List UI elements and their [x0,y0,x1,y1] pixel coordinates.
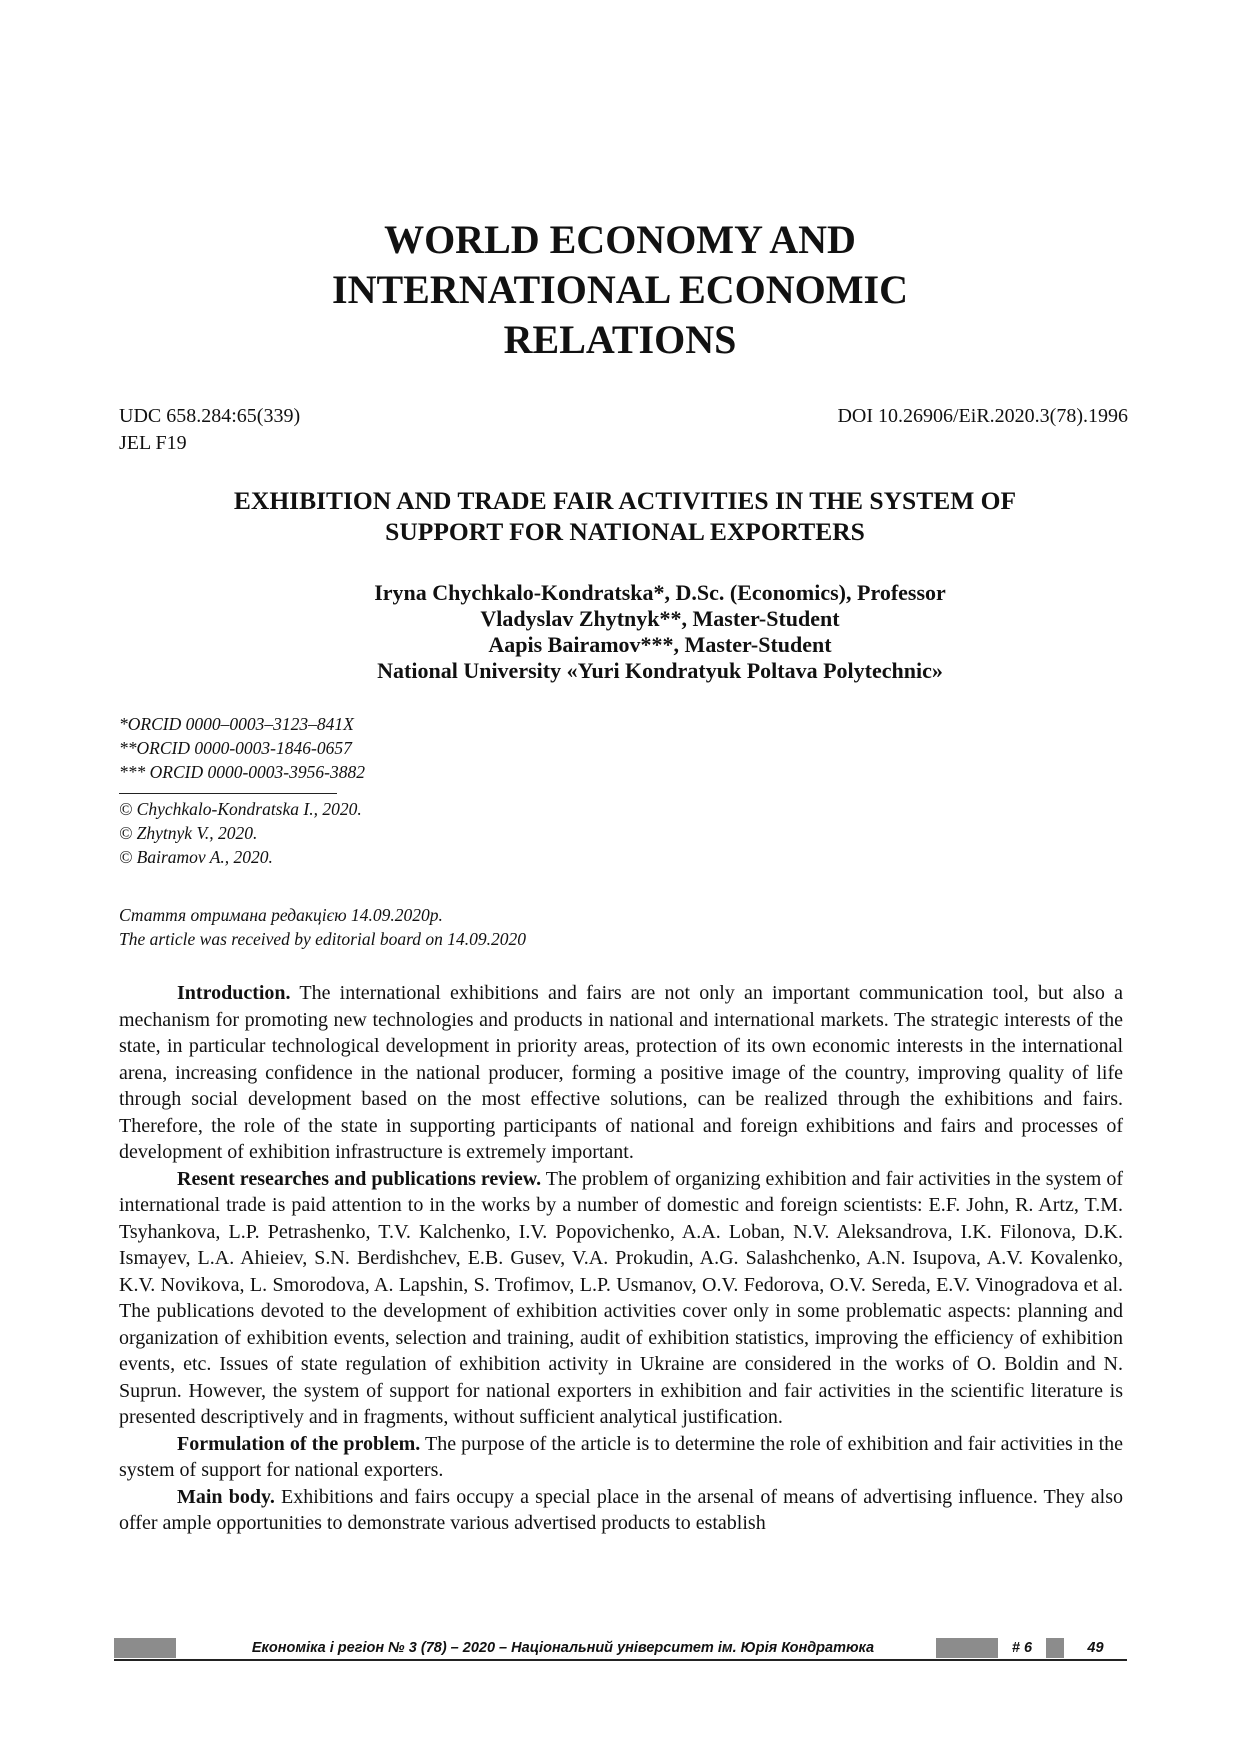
footer-bar-block [1046,1638,1064,1658]
paragraph-heading: Main body. [177,1485,275,1508]
journal-name: Економіка і регіон № 3 (78) – 2020 – Національний університет ім. Юрія Кондратюка [251,1640,875,1656]
udc-code: UDC 658.284:65(339) [119,405,301,427]
footer-bar-block [936,1638,998,1658]
orcid-line: **ORCID 0000-0003-1846-0657 [119,738,352,758]
author-line: Aapis Bairamov***, Master-Student [488,632,832,657]
article-body [119,980,1123,1537]
issue-number: # 6 [1011,1640,1033,1656]
separator-line [119,784,337,794]
paragraph-heading: Resent researches and publications review. [177,1167,542,1190]
doi: DOI 10.26906/EiR.2020.3(78).1996 [837,405,1128,427]
section-title-line: WORLD ECONOMY AND [384,217,856,262]
paragraph-text: Exhibitions and fairs occupy a special place in the arsenal of means of advertising influence. They also offer ample opportunities to demonstrate various advertised products to establish [119,1485,1123,1534]
author-list [230,580,1090,684]
classification-codes [119,403,300,457]
author-line: Vladyslav Zhytnyk**, Master-Student [480,606,840,631]
paragraph-main-body [119,1484,1123,1537]
section-title-line: RELATIONS [503,317,737,362]
copyright-line: © Chychkalo-Kondratska I., 2020. [119,799,362,819]
author-identifiers [119,712,365,869]
paragraph-text: The problem of organizing exhibition and fair activities in the system of international trade is paid attention to in the works by a number of domestic and foreign scientists: E.F. John, R. Artz, T.M. Tsyhankova, L.P. Petrashenko, T.V. Kalchenko, I.V. Popovichenko, A.A. Loban, N.V. Aleksandrova, I.K. Filonova, D.K. Ismayev, L.A. Ahieiev, S.N. Berdishchev, E.B. Gusev, V.A. Prokudin, A.G. Salashchenko, A.N. Isupova, A.V. Kovalenko, K.V. Novikova, L. Smorodova, A. Lapshin, S. Trofimov, L.P. Usmanov, O.V. Fedorova, O.V. Sereda, E.V. Vinogradova et al. The publications devoted to the development of exhibition activities cover only in some problematic aspects: planning and organization of exhibition events, selection and training, audit of exhibition statistics, improving the efficiency of exhibition events, etc. Issues of state regulation of exhibition activity in Ukraine are considered in the works of O. Boldin and N. Suprun. However, the system of support for national exporters in exhibition and fair activities in the scientific literature is presented descriptively and in fragments, without sufficient analytical justification. [119,1167,1123,1428]
footer-rule [114,1659,1127,1661]
paragraph-heading: Introduction. [177,982,291,1004]
affiliation: National University «Yuri Kondratyuk Poltava Polytechnic» [377,658,943,683]
paragraph-problem [119,1431,1123,1484]
received-note-en: The article was received by editorial board on 14.09.2020 [119,929,526,949]
paragraph-introduction [119,980,1123,1166]
jel-code: JEL F19 [119,432,187,454]
page-footer [114,1638,1127,1660]
orcid-line: *** ORCID 0000-0003-3956-3882 [119,762,365,782]
section-title [200,215,1040,365]
paragraph-review [119,1166,1123,1431]
footer-bar-block [114,1638,176,1658]
paragraph-heading: Formulation of the problem. [177,1432,421,1455]
copyright-line: © Zhytnyk V., 2020. [119,823,258,843]
article-title-line: EXHIBITION AND TRADE FAIR ACTIVITIES IN THE SYSTEM OF [233,486,1017,515]
received-note [119,903,526,951]
author-line: Iryna Chychkalo-Kondratska*, D.Sc. (Economics), Professor [374,580,946,605]
paragraph-text: The international exhibitions and fairs are not only an important communication tool, but also a mechanism for promoting new technologies and products in national and international markets. The strategic interests of the state, in particular technological development in priority areas, protection of its own economic interests in the international arena, increasing confidence in the national producer, forming a positive image of the country, improving quality of life through social development based on the most effective solutions, can be realized through the exhibitions and fairs. Therefore, the role of the state in supporting participants of national and foreign exhibitions and fairs and processes of development of exhibition infrastructure is extremely important. [119,982,1123,1163]
received-note-uk: Стаття отримана редакцією 14.09.2020р. [119,905,443,925]
article-title [130,485,1120,547]
page-number: 49 [1087,1640,1104,1656]
paragraph-text: The purpose of the article is to determine the role of exhibition and fair activities in the system of support for national exporters. [119,1432,1123,1481]
article-title-line: SUPPORT FOR NATIONAL EXPORTERS [385,517,865,546]
orcid-line: *ORCID 0000–0003–3123–841X [119,714,354,734]
section-title-line: INTERNATIONAL ECONOMIC [332,267,908,312]
copyright-line: © Bairamov A., 2020. [119,847,273,867]
